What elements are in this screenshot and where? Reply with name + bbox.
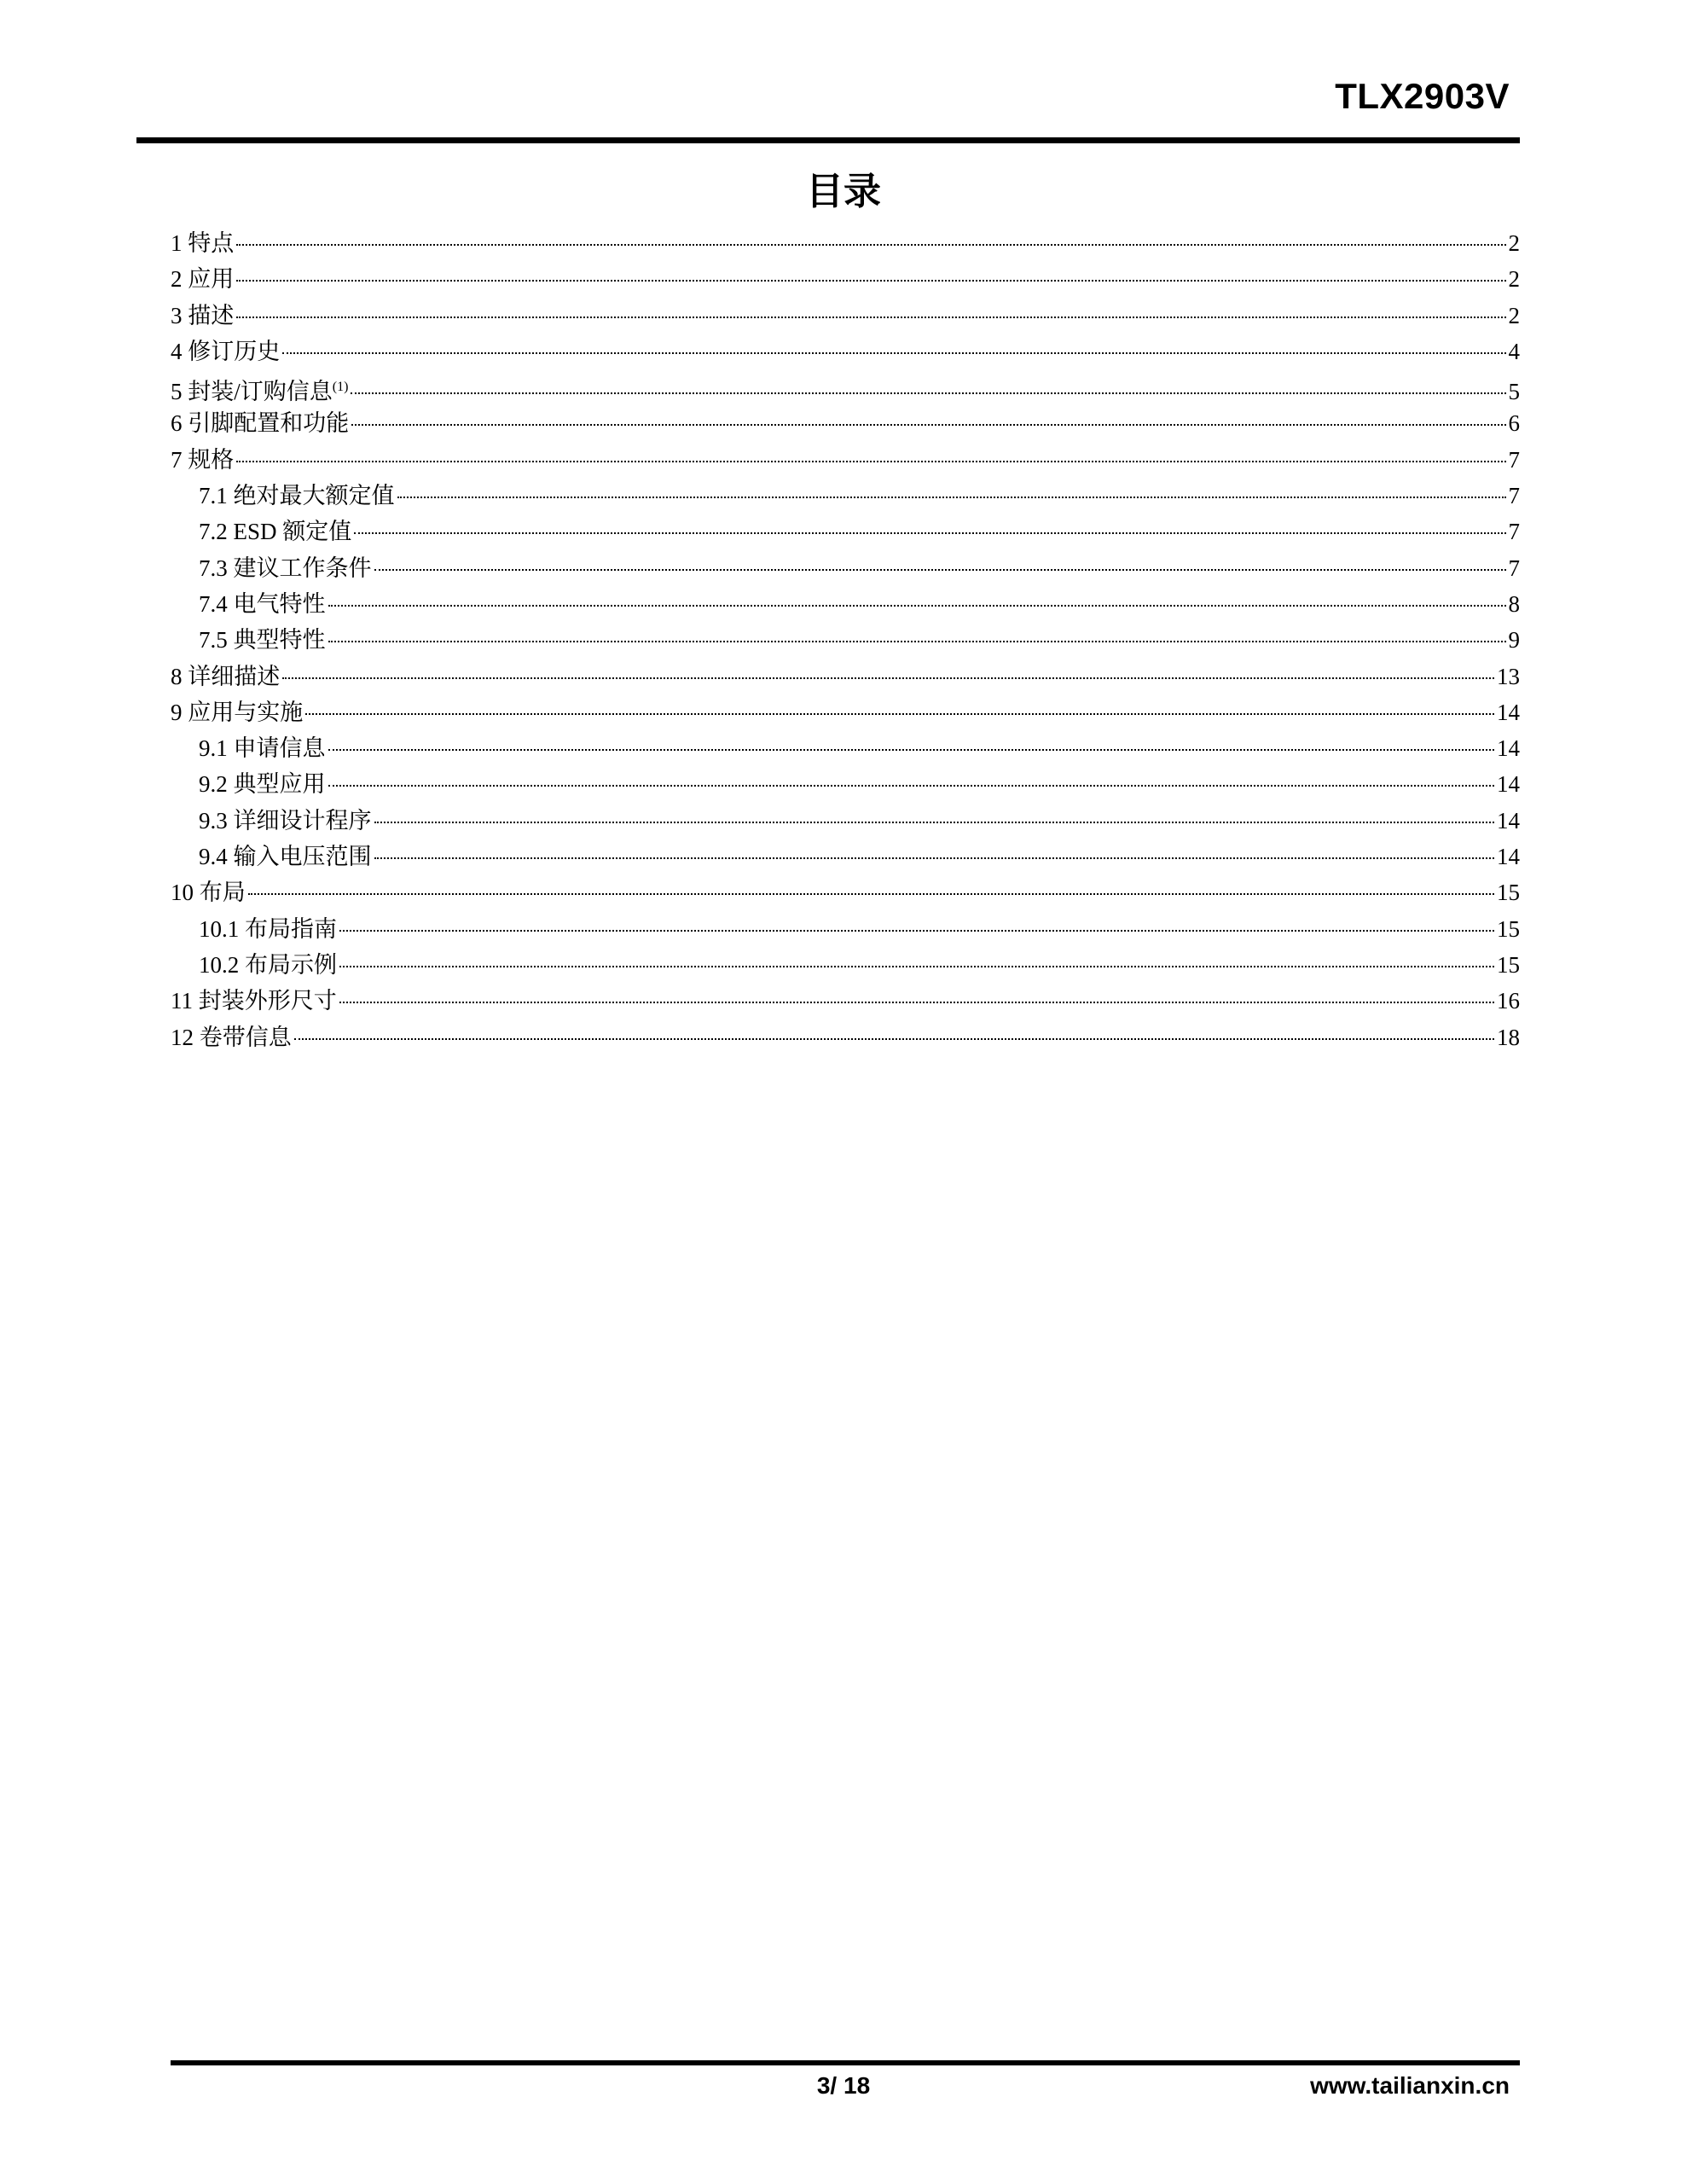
toc-entry[interactable] — [171, 1019, 1520, 1055]
toc-entry-label — [199, 730, 326, 766]
toc-entry-page-number: 2 — [1508, 266, 1520, 293]
toc-entry-page-number: 14 — [1497, 699, 1520, 725]
toc-entry-label — [199, 514, 351, 549]
toc-entry[interactable] — [171, 659, 1520, 694]
toc-entry-label-text: 5 封装/订购信息 — [171, 379, 333, 405]
toc-entry-label — [171, 983, 337, 1019]
toc-entry-label-text: 9.3 详细设计程序 — [199, 807, 372, 834]
footer-page-number: 3/ 18 — [816, 2072, 871, 2099]
toc-dot-leader — [294, 1038, 1494, 1040]
toc-entry[interactable] — [171, 730, 1520, 766]
toc-entry-label — [171, 261, 234, 297]
toc-entry-label-text: 7.1 绝对最大额定值 — [199, 483, 395, 509]
toc-entry-label — [199, 803, 372, 839]
toc-entry-page-number: 14 — [1497, 807, 1520, 834]
toc-entry[interactable] — [171, 874, 1520, 910]
toc-entry-label-text: 7.3 建议工作条件 — [199, 555, 372, 581]
toc-entry-label-text: 1 特点 — [171, 230, 235, 256]
toc-entry-label-text: 9.1 申请信息 — [199, 735, 326, 762]
toc-entry-label-text: 9.2 典型应用 — [199, 771, 326, 798]
toc-dot-leader — [339, 1002, 1494, 1003]
toc-entry-page-number: 2 — [1508, 230, 1520, 256]
toc-entry-label — [171, 298, 234, 334]
toc-entry[interactable] — [171, 298, 1520, 334]
toc-entry-label — [171, 225, 234, 261]
toc-dot-leader — [374, 857, 1495, 859]
toc-entry-label — [171, 1019, 292, 1055]
toc-entry-label — [171, 442, 234, 478]
toc-entry-page-number: 7 — [1508, 519, 1520, 545]
toc-entry-label — [199, 947, 337, 983]
toc-entry-page-number: 7 — [1508, 483, 1520, 509]
toc-entry-label — [199, 586, 326, 622]
toc-dot-leader — [236, 461, 1505, 462]
toc-entry-label-text: 9.4 输入电压范围 — [199, 844, 372, 870]
toc-entry[interactable] — [171, 803, 1520, 839]
toc-dot-leader — [351, 424, 1505, 426]
toc-entry[interactable] — [171, 694, 1520, 730]
toc-dot-leader — [282, 677, 1494, 679]
toc-entry[interactable] — [171, 405, 1520, 441]
toc-dot-leader — [339, 966, 1494, 967]
toc-dot-leader — [397, 497, 1506, 498]
toc-entry-label-text: 12 卷带信息 — [171, 1024, 292, 1050]
toc-entry-page-number: 13 — [1497, 663, 1520, 689]
toc-entry-label-text: 3 描述 — [171, 302, 235, 328]
toc-entry-label — [171, 405, 349, 441]
toc-entry[interactable] — [171, 550, 1520, 586]
toc-entry-page-number: 18 — [1497, 1024, 1520, 1050]
toc-entry-label — [199, 839, 372, 874]
toc-entry-label-text: 8 详细描述 — [171, 663, 281, 689]
toc-entry[interactable] — [171, 766, 1520, 802]
toc-entry-footnote-marker: (1) — [332, 380, 349, 395]
toc-entry[interactable] — [171, 983, 1520, 1019]
toc-entry-label-text: 9 应用与实施 — [171, 699, 304, 725]
toc-entry-label-text: 7.2 ESD 额定值 — [199, 519, 352, 545]
toc-entry[interactable] — [171, 369, 1520, 405]
table-of-contents — [171, 225, 1520, 1055]
toc-entry-label-text: 4 修订历史 — [171, 338, 281, 364]
toc-entry[interactable] — [171, 911, 1520, 947]
toc-entry-page-number: 15 — [1497, 880, 1520, 906]
toc-entry-label-text: 7.5 典型特性 — [199, 627, 326, 653]
toc-entry-page-number: 9 — [1508, 627, 1520, 653]
toc-entry-page-number: 14 — [1497, 771, 1520, 798]
toc-entry-label-text: 10.1 布局指南 — [199, 915, 337, 942]
toc-entry-label — [199, 766, 326, 802]
toc-entry-page-number: 6 — [1508, 410, 1520, 437]
toc-entry-label — [171, 694, 303, 730]
toc-entry[interactable] — [171, 334, 1520, 369]
toc-entry-label — [199, 478, 395, 514]
toc-entry-page-number: 7 — [1508, 555, 1520, 581]
toc-entry-page-number: 7 — [1508, 446, 1520, 473]
toc-dot-leader — [374, 569, 1506, 571]
toc-entry-label — [171, 874, 246, 910]
toc-entry-page-number: 5 — [1508, 379, 1520, 405]
toc-entry-page-number: 8 — [1508, 590, 1520, 617]
toc-heading: 目录 — [806, 170, 881, 213]
toc-entry[interactable] — [171, 622, 1520, 658]
document-part-number: TLX2903V — [1335, 76, 1510, 116]
toc-entry-label-text: 2 应用 — [171, 266, 235, 293]
toc-entry[interactable] — [171, 442, 1520, 478]
toc-entry-page-number: 15 — [1497, 915, 1520, 942]
toc-entry-label — [171, 334, 280, 369]
toc-entry[interactable] — [171, 225, 1520, 261]
toc-entry-label — [199, 911, 337, 947]
toc-dot-leader — [354, 532, 1505, 534]
toc-entry-label — [171, 659, 280, 694]
toc-entry-label — [199, 550, 372, 586]
toc-dot-leader — [236, 317, 1505, 318]
toc-entry[interactable] — [171, 514, 1520, 549]
toc-entry[interactable] — [171, 947, 1520, 983]
toc-dot-leader — [248, 893, 1494, 895]
toc-dot-leader — [374, 822, 1495, 823]
toc-entry[interactable] — [171, 586, 1520, 622]
toc-entry-label-text: 10.2 布局示例 — [199, 951, 337, 978]
toc-entry-label-text: 10 布局 — [171, 880, 246, 906]
toc-entry-page-number: 15 — [1497, 951, 1520, 978]
toc-entry[interactable] — [171, 478, 1520, 514]
header-divider — [136, 137, 1520, 143]
toc-entry-label — [199, 622, 326, 658]
toc-dot-leader — [328, 785, 1495, 787]
toc-dot-leader — [282, 352, 1505, 354]
toc-entry-page-number: 2 — [1508, 302, 1520, 328]
toc-dot-leader — [305, 713, 1494, 715]
toc-dot-leader — [339, 930, 1494, 932]
toc-dot-leader — [236, 244, 1505, 246]
footer-divider — [171, 2060, 1520, 2065]
toc-entry-page-number: 16 — [1497, 988, 1520, 1014]
toc-entry-page-number: 4 — [1508, 338, 1520, 364]
toc-dot-leader — [351, 392, 1505, 394]
toc-dot-leader — [328, 641, 1506, 642]
toc-dot-leader — [236, 280, 1505, 282]
toc-entry-page-number: 14 — [1497, 735, 1520, 762]
toc-entry-label-text: 7 规格 — [171, 446, 235, 473]
toc-dot-leader — [328, 605, 1506, 607]
footer-website-link[interactable]: www.tailianxin.cn — [1310, 2072, 1510, 2099]
toc-entry-page-number: 14 — [1497, 844, 1520, 870]
toc-entry[interactable] — [171, 839, 1520, 874]
toc-entry-label-text: 11 封装外形尺寸 — [171, 988, 337, 1014]
toc-dot-leader — [328, 749, 1495, 751]
toc-entry[interactable] — [171, 261, 1520, 297]
toc-entry-label-text: 6 引脚配置和功能 — [171, 410, 350, 437]
toc-entry-label-text: 7.4 电气特性 — [199, 590, 326, 617]
toc-entry-label — [171, 369, 348, 410]
